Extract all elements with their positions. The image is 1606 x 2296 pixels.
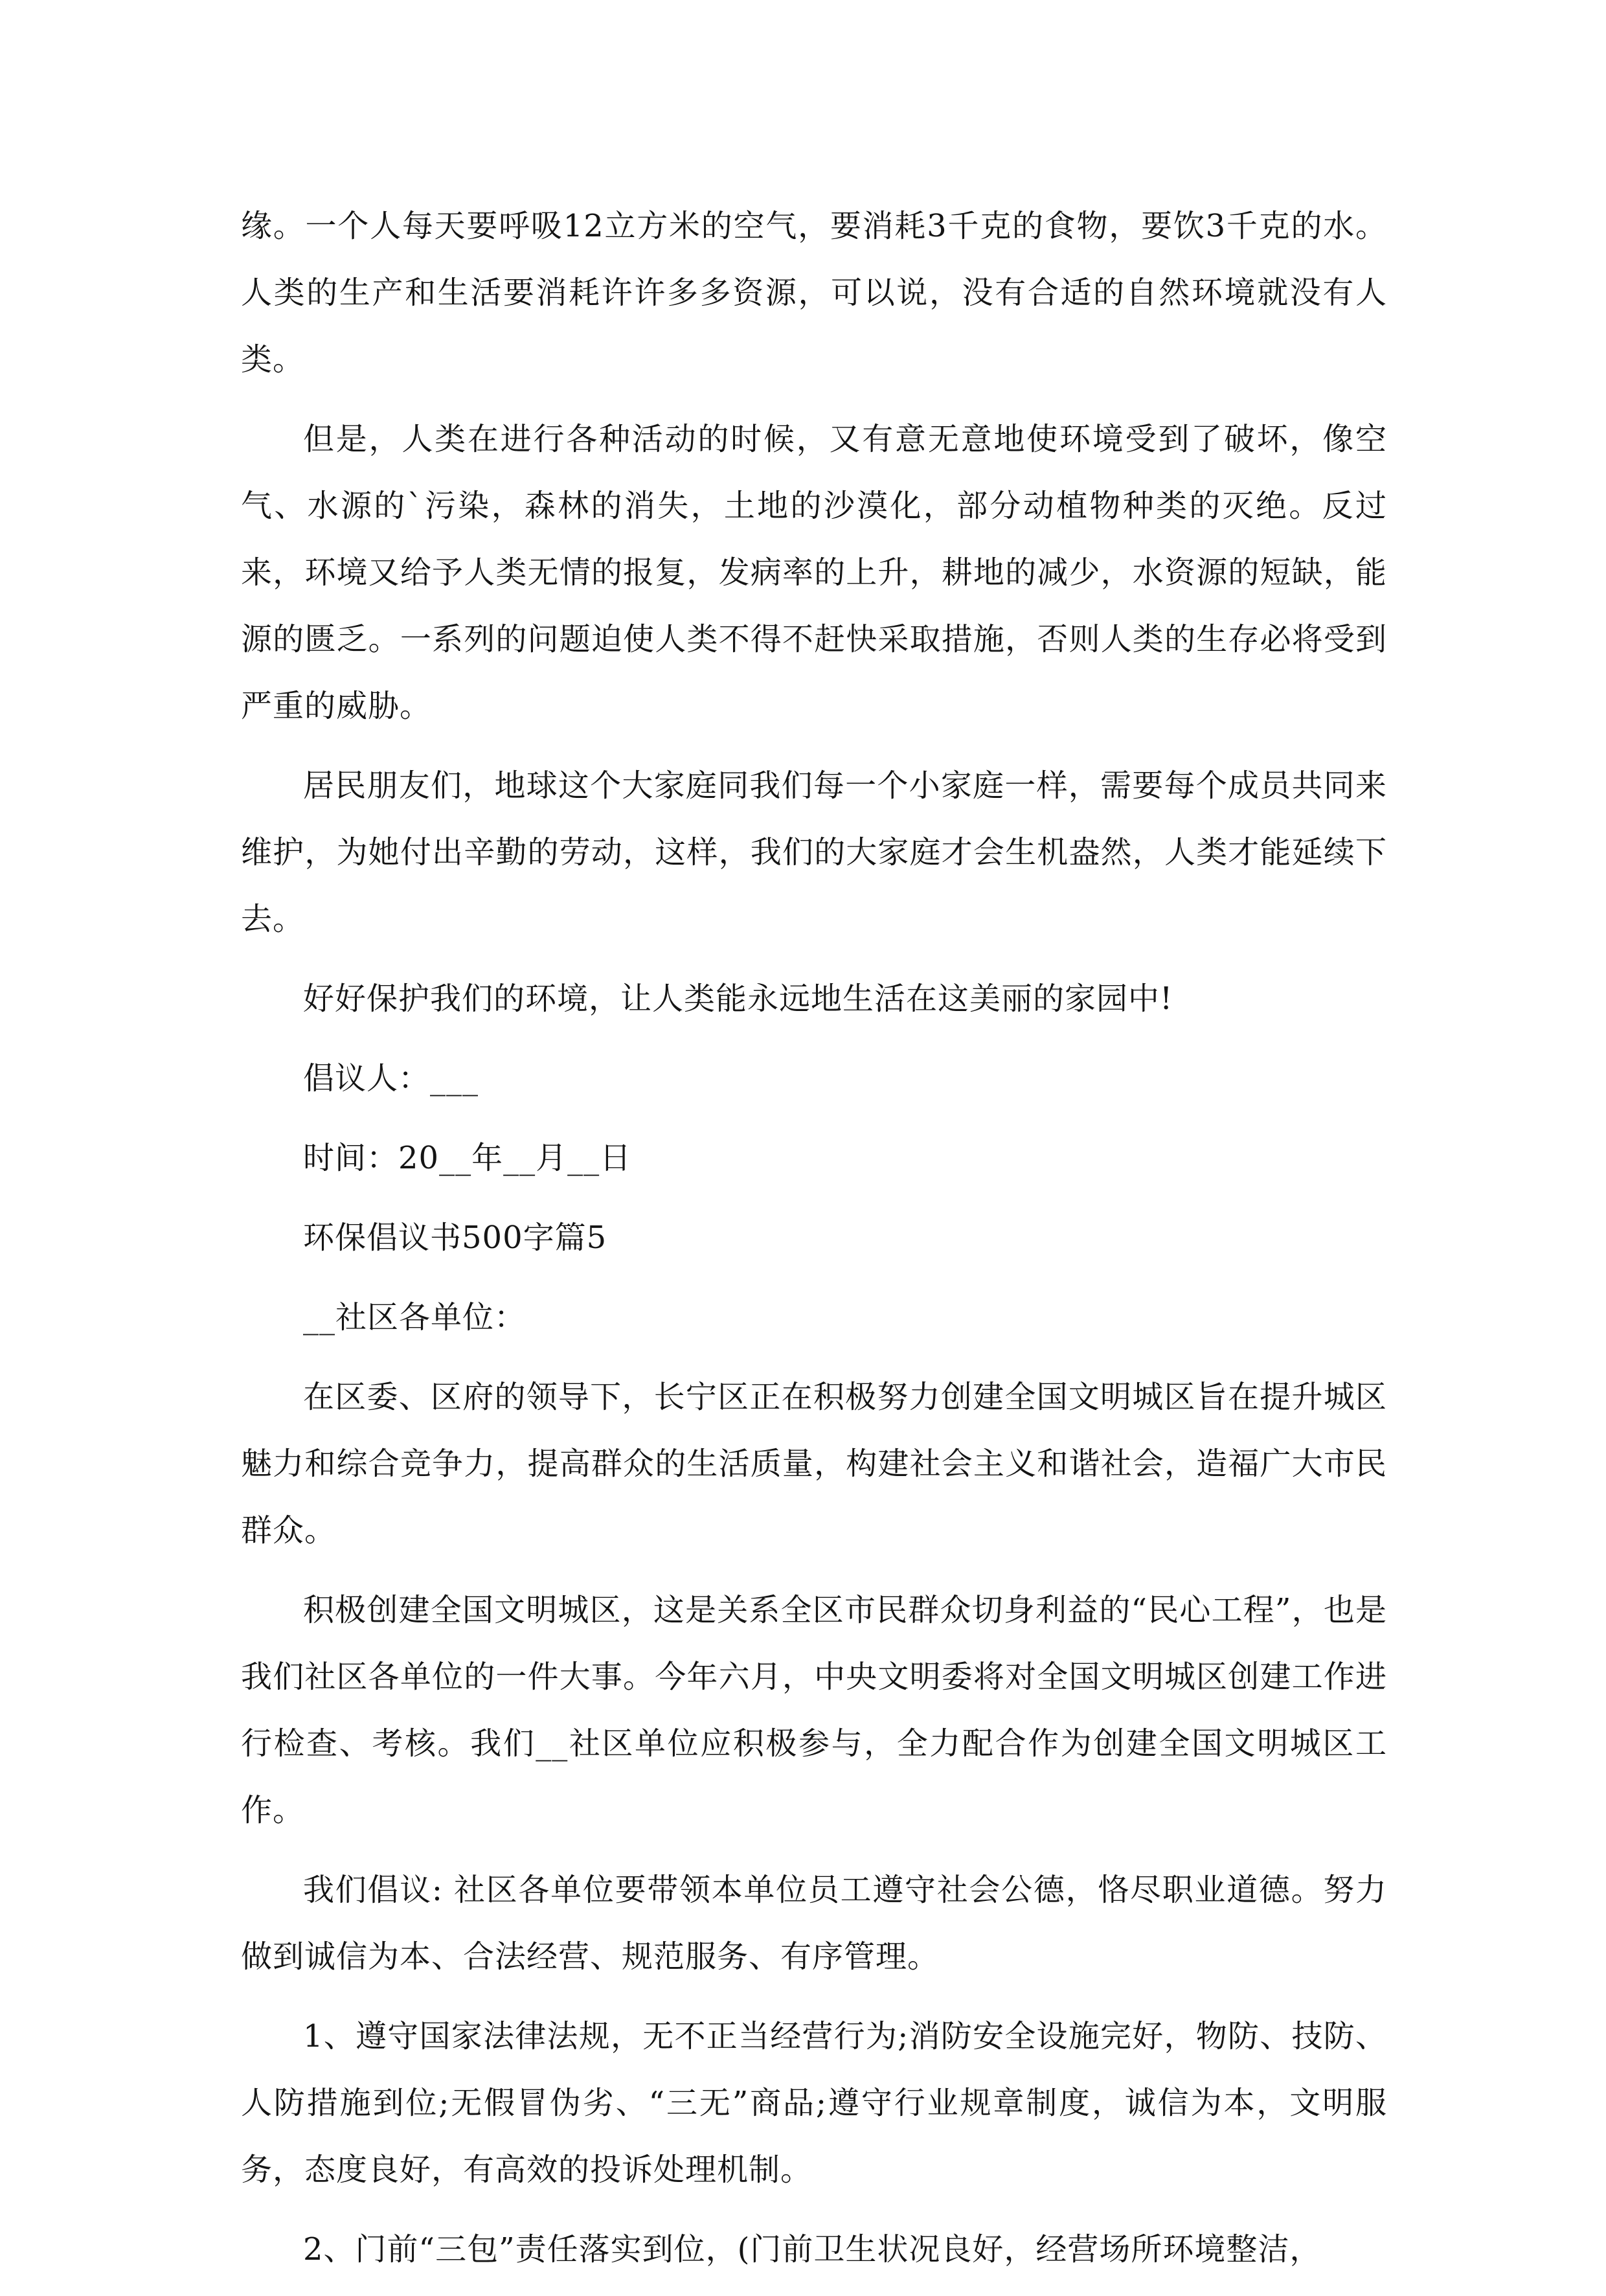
section-heading: 环保倡议书500字篇5: [303, 1220, 607, 1256]
paragraph-civilized-district: 积极创建全国文明城区，这是关系全区市民群众切身利益的“民心工程”，也是我们社区各单位的一件大事。今年六月，中央文明委将对全国文明城区创建工作进行检查、考核。我们__社区单位应积极参与，全力配合作为创建全国文明城区工作。: [241, 1592, 1387, 1828]
salutation: __社区各单位：: [303, 1299, 526, 1336]
document-body: [241, 193, 1387, 2296]
signature-date: 时间：20__年__月__日: [303, 1140, 632, 1176]
paragraph-our-proposal: 我们倡议: 社区各单位要带领本单位员工遵守社会公德，恪尽职业道德。努力做到诚信为本、合法经营、规范服务、有序管理。: [241, 1872, 1387, 1975]
paragraph-residents-appeal: 居民朋友们，地球这个大家庭同我们每一个小家庭一样，需要每个成员共同来维护，为她付出辛勤的劳动，这样，我们的大家庭才会生机盎然，人类才能延续下去。: [241, 767, 1387, 937]
signature-initiator: 倡议人：___: [303, 1060, 479, 1097]
paragraph-continued-text: 缘。一个人每天要呼吸12立方米的空气，要消耗3千克的食物，要饮3千克的水。人类的生产和生活要消耗许许多多资源，可以说，没有合适的自然环境就没有人类。: [241, 208, 1387, 378]
paragraph-district-leadership: 在区委、区府的领导下，长宁区正在积极努力创建全国文明城区旨在提升城区魅力和综合竞争力，提高群众的生活质量，构建社会主义和谐社会，造福广大市民群众。: [241, 1379, 1387, 1549]
paragraph-protect-environment: 好好保护我们的环境，让人类能永远地生活在这美丽的家园中!: [303, 981, 1173, 1017]
list-item-1: 1、遵守国家法律法规，无不正当经营行为;消防安全设施完好，物防、技防、人防措施到位;无假冒伪劣、“三无”商品;遵守行业规章制度，诚信为本，文明服务，态度良好，有高效的投诉处理机制。: [241, 2018, 1387, 2188]
paragraph-environment-damage: 但是，人类在进行各种活动的时候，又有意无意地使环境受到了破坏，像空气、水源的`污染，森林的消失，土地的沙漠化，部分动植物种类的灭绝。反过来，环境又给予人类无情的报复，发病率的上升，耕地的减少，水资源的短缺，能源的匮乏。一系列的问题迫使人类不得不赶快采取措施，否则人类的生存必将受到严重的威胁。: [241, 421, 1387, 724]
list-item-2: 2、门前“三包”责任落实到位，(门前卫生状况良好，经营场所环境整洁，: [303, 2231, 1322, 2268]
